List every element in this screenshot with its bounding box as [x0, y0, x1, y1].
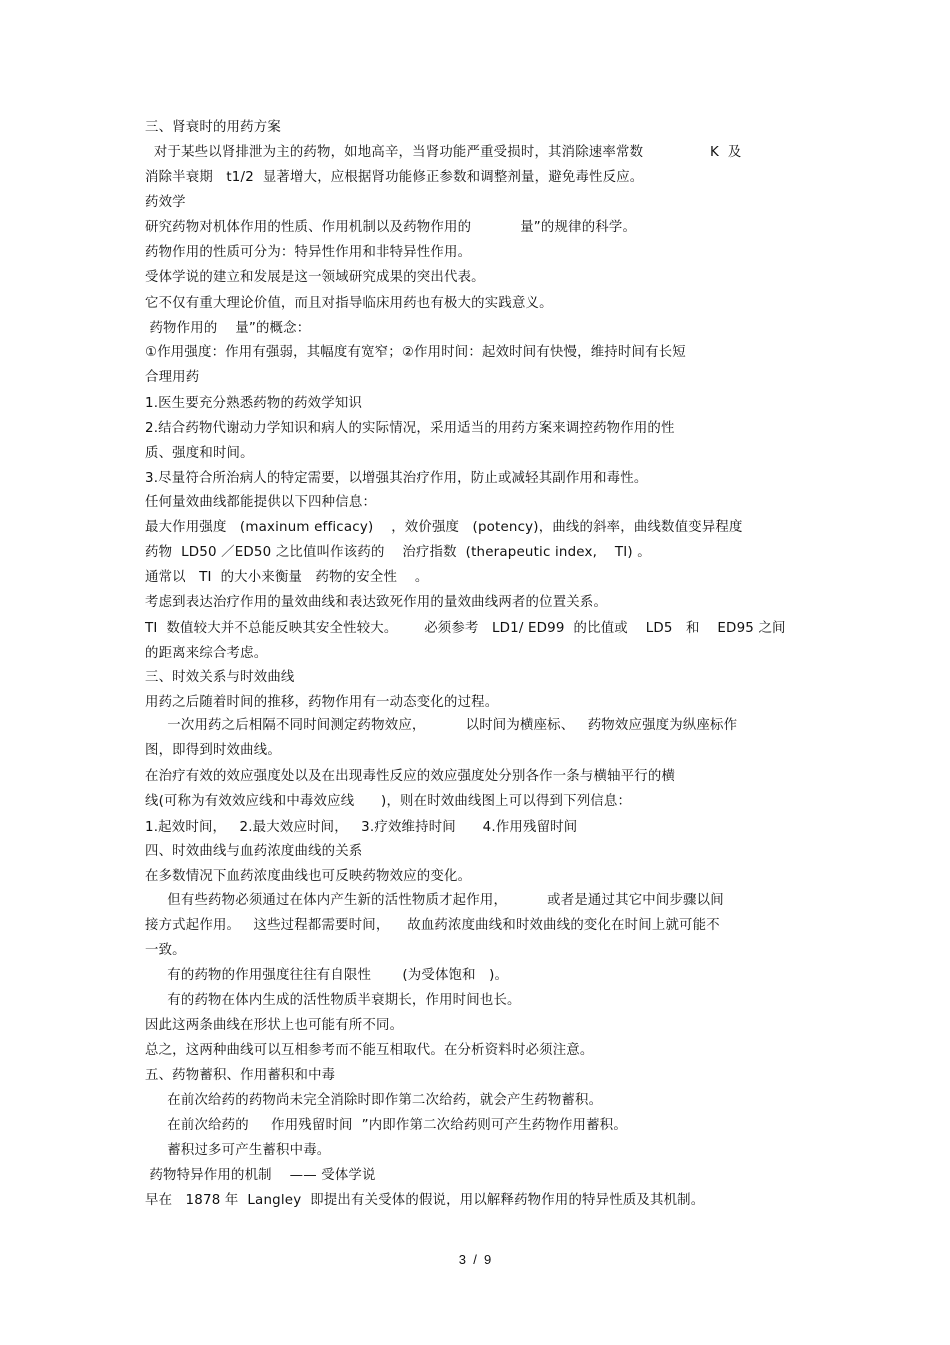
text-line: 一致。 [145, 943, 186, 958]
text-line: 药物 LD50 ／ED50 之比值叫作该药的 治疗指数 (therapeutic index, TI) 。 [145, 545, 651, 560]
text-line: 任何量效曲线都能提供以下四种信息： [145, 495, 377, 510]
text-line: 对于某些以肾排泄为主的药物，如地高辛，当肾功能严重受损时，其消除速率常数 K 及 [145, 145, 742, 160]
text-line: TI 数值较大并不总能反映其安全性较大。 必须参考 LD1/ ED99 的比值或 LD5 和 ED95 之间 [145, 621, 786, 636]
text-line: 图，即得到时效曲线。 [145, 743, 281, 758]
text-line: 一次用药之后相隔不同时间测定药物效应， 以时间为横座标、 药物效应强度为纵座标作 [145, 718, 738, 733]
text-line: 消除半衰期 t1/2 显著增大，应根据肾功能修正参数和调整剂量，避免毒性反应。 [145, 170, 644, 185]
text-line: 通常以 TI 的大小来衡量 药物的安全性 。 [145, 570, 429, 585]
text-line: 因此这两条曲线在形状上也可能有所不同。 [145, 1018, 404, 1033]
text-line: 早在 1878 年 Langley 即提出有关受体的假说，用以解释药物作用的特异性质及其机制。 [145, 1193, 705, 1208]
text-line: 的距离来综合考虑。 [145, 646, 268, 661]
text-line: 但有些药物必须通过在体内产生新的活性物质才起作用， 或者是通过其它中间步骤以间 [145, 893, 724, 908]
text-line: 考虑到表达治疗作用的量效曲线和表达致死作用的量效曲线两者的位置关系。 [145, 595, 608, 610]
page-number: 3 / 9 [458, 1252, 492, 1267]
text-line: 研究药物对机体作用的性质、作用机制以及药物作用的 量”的规律的科学。 [145, 220, 637, 235]
text-line: 最大作用强度 (maxinum efficacy) ，效价强度 (potency)，曲线的斜率，曲线数值变异程度 [145, 520, 743, 535]
text-line: 3.尽量符合所治病人的特定需要，以增强其治疗作用，防止或减轻其副作用和毒性。 [145, 471, 648, 486]
text-line: 五、药物蓄积、作用蓄积和中毒 [145, 1068, 336, 1083]
text-line: 在治疗有效的效应强度处以及在出现毒性反应的效应强度处分别各作一条与横轴平行的横 [145, 769, 676, 784]
text-line: 它不仅有重大理论价值，而且对指导临床用药也有极大的实践意义。 [145, 296, 553, 311]
text-line: 有的药物的作用强度往往有自限性 (为受体饱和 )。 [145, 968, 509, 983]
text-line: 质、强度和时间。 [145, 446, 254, 461]
text-line: 总之，这两种曲线可以互相参考而不能互相取代。在分析资料时必须注意。 [145, 1043, 594, 1058]
text-line: 三、时效关系与时效曲线 [145, 670, 295, 685]
text-line: 2.结合药物代谢动力学知识和病人的实际情况，采用适当的用药方案来调控药物作用的性 [145, 421, 675, 436]
text-line: 在前次给药的药物尚未完全消除时即作第二次给药，就会产生药物蓄积。 [145, 1093, 603, 1108]
text-line: 蓄积过多可产生蓄积中毒。 [145, 1143, 331, 1158]
text-line: 在前次给药的 作用残留时间 ”内即作第二次给药则可产生药物作用蓄积。 [145, 1118, 627, 1133]
text-line: ①作用强度：作用有强弱，其幅度有宽窄；②作用时间：起效时间有快慢，维持时间有长短 [145, 345, 686, 360]
text-line: 药物作用的 量”的概念： [145, 321, 311, 336]
text-line: 药物作用的性质可分为：特异性作用和非特异性作用。 [145, 245, 472, 260]
text-line: 三、肾衰时的用药方案 [145, 120, 281, 135]
text-line: 受体学说的建立和发展是这一领域研究成果的突出代表。 [145, 270, 485, 285]
text-line: 用药之后随着时间的推移，药物作用有一动态变化的过程。 [145, 695, 499, 710]
text-line: 在多数情况下血药浓度曲线也可反映药物效应的变化。 [145, 869, 472, 884]
text-line: 接方式起作用。 这些过程都需要时间， 故血药浓度曲线和时效曲线的变化在时间上就可能不 [145, 918, 720, 933]
text-line: 有的药物在体内生成的活性物质半衰期长，作用时间也长。 [145, 993, 521, 1008]
text-line: 线(可称为有效效应线和中毒效应线 )，则在时效曲线图上可以得到下列信息： [145, 794, 632, 809]
text-line: 合理用药 [145, 370, 200, 385]
text-line: 药效学 [145, 195, 186, 210]
text-line: 1.起效时间， 2.最大效应时间， 3.疗效维持时间 4.作用残留时间 [145, 820, 578, 835]
text-line: 1.医生要充分熟悉药物的药效学知识 [145, 396, 363, 411]
text-line: 四、时效曲线与血药浓度曲线的关系 [145, 844, 363, 859]
text-line: 药物特异作用的机制 —— 受体学说 [145, 1168, 376, 1183]
